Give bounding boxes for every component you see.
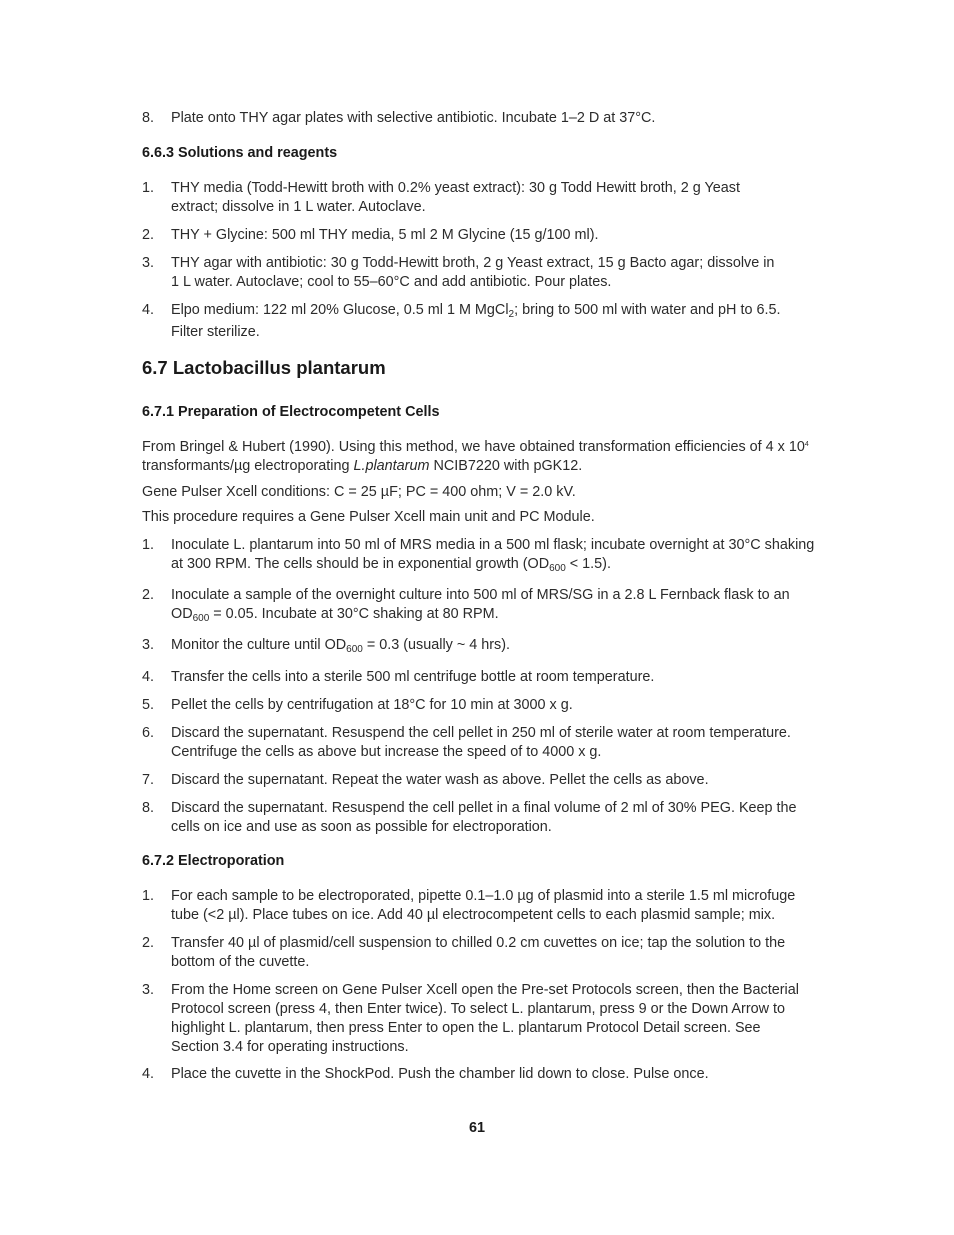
item-number: 2. (142, 227, 155, 243)
text-run: ; bring to 500 ml with water and pH to 6.5. (514, 302, 781, 318)
item-number: 3. (142, 637, 155, 653)
text-run: < 1.5). (565, 556, 611, 572)
text-line: THY agar with antibiotic: 30 g Todd-Hewitt broth, 2 g Yeast extract, 15 g Bacto agar; dissolve in (171, 255, 775, 271)
organism-name: L.plantarum (353, 458, 430, 474)
item-text (171, 536, 843, 574)
text-line: Inoculate L. plantarum into 50 ml of MRS media in a 500 ml flask; incubate overnight at 30°C shaking (171, 537, 815, 553)
item-number: 8. (142, 110, 155, 126)
item-number: 7. (142, 772, 155, 788)
item-text (171, 254, 843, 292)
text-line: highlight L. plantarum, then press Enter to open the L. plantarum Protocol Detail screen. See (171, 1020, 761, 1036)
item-number: 1. (142, 888, 155, 904)
item-number: 5. (142, 697, 155, 713)
section-heading-6-7-1: 6.7.1 Preparation of Electrocompetent Cells (142, 404, 440, 420)
subscript: 600 (346, 644, 363, 655)
item-text (171, 724, 843, 762)
requirement-paragraph: This procedure requires a Gene Pulser Xcell main unit and PC Module. (142, 509, 595, 525)
item-text (171, 981, 843, 1057)
text-line: 1 L water. Autoclave; cool to 55–60°C and add antibiotic. Pour plates. (171, 274, 612, 290)
item-text (171, 934, 843, 972)
text-line: THY media (Todd-Hewitt broth with 0.2% yeast extract): 30 g Todd Hewitt broth, 2 g Yeast (171, 180, 740, 196)
item-number: 1. (142, 537, 155, 553)
text-line (171, 636, 843, 655)
text-line: Section 3.4 for operating instructions. (171, 1039, 409, 1055)
item-number: 3. (142, 255, 155, 271)
text-run: Monitor the culture until OD (171, 637, 347, 653)
item-text (171, 696, 843, 715)
text-line: extract; dissolve in 1 L water. Autoclave. (171, 199, 426, 215)
item-text (171, 636, 843, 655)
subscript: 600 (192, 613, 210, 624)
text-line: Transfer 40 µl of plasmid/cell suspension to chilled 0.2 cm cuvettes on ice; tap the solution to the (171, 935, 786, 951)
item-text (171, 1065, 843, 1084)
section-heading-6-6-3: 6.6.3 Solutions and reagents (142, 145, 338, 161)
item-number: 4. (142, 302, 155, 318)
text-run: Elpo medium: 122 ml 20% Glucose, 0.5 ml 1 M MgCl (171, 302, 509, 318)
text-line: Discard the supernatant. Repeat the water wash as above. Pellet the cells as above. (171, 772, 709, 788)
superscript: 4 (804, 441, 809, 448)
text-line: Discard the supernatant. Resuspend the cell pellet in 250 ml of sterile water at room temperature. (171, 725, 791, 741)
item-text (171, 668, 843, 687)
item-text (171, 887, 843, 925)
item-text (171, 799, 843, 837)
text-line: Place the cuvette in the ShockPod. Push the chamber lid down to close. Pulse once. (171, 1066, 709, 1082)
item-number: 1. (142, 180, 155, 196)
text-line (142, 438, 842, 457)
subscript: 600 (549, 563, 566, 574)
text-run: at 300 RPM. The cells should be in exponential growth (OD (171, 556, 550, 572)
text-line: Centrifuge the cells as above but increase the speed of to 4000 x g. (171, 744, 602, 760)
section-heading-6-7-2: 6.7.2 Electroporation (142, 853, 285, 869)
text-line (171, 555, 843, 574)
text-run: = 0.05. Incubate at 30°C shaking at 80 RPM. (209, 606, 499, 622)
intro-paragraph (142, 438, 842, 476)
item-number: 6. (142, 725, 155, 741)
text-line: THY + Glycine: 500 ml THY media, 5 ml 2 M Glycine (15 g/100 ml). (171, 227, 599, 243)
text-run: transformants/µg electroporating (142, 458, 354, 474)
text-run: = 0.3 (usually ~ 4 hrs). (362, 637, 511, 653)
text-line: Filter sterilize. (171, 324, 260, 340)
text-line: For each sample to be electroporated, pipette 0.1–1.0 µg of plasmid into a sterile 1.5 ml microfuge (171, 888, 796, 904)
item-text (171, 179, 843, 217)
item-number: 4. (142, 669, 155, 685)
item-number: 8. (142, 800, 155, 816)
text-line: Inoculate a sample of the overnight culture into 500 ml of MRS/SG in a 2.8 L Fernback flask to an (171, 587, 790, 603)
text-line (171, 605, 843, 624)
item-text (171, 226, 843, 245)
text-run: NCIB7220 with pGK12. (429, 458, 583, 474)
text-line: Discard the supernatant. Resuspend the cell pellet in a final volume of 2 ml of 30% PEG. Keep the (171, 800, 797, 816)
item-number: 3. (142, 982, 155, 998)
text-line: Transfer the cells into a sterile 500 ml centrifuge bottle at room temperature. (171, 669, 655, 685)
text-line: tube (<2 µl). Place tubes on ice. Add 40 µl electrocompetent cells to each plasmid sample; mix. (171, 907, 776, 923)
item-number: 2. (142, 587, 155, 603)
text-line: From the Home screen on Gene Pulser Xcell open the Pre-set Protocols screen, then the Bacterial (171, 982, 799, 998)
text-line: cells on ice and use as soon as possible for electroporation. (171, 819, 552, 835)
text-line (142, 457, 842, 476)
text-line: Pellet the cells by centrifugation at 18°C for 10 min at 3000 x g. (171, 697, 573, 713)
item-text (171, 301, 843, 342)
section-heading-6-7: 6.7 Lactobacillus plantarum (142, 357, 386, 378)
item-text (171, 586, 843, 624)
item-text: Plate onto THY agar plates with selective antibiotic. Incubate 1–2 D at 37°C. (171, 110, 656, 126)
item-number: 4. (142, 1066, 155, 1082)
text-line: bottom of the cuvette. (171, 954, 310, 970)
text-line (171, 301, 843, 320)
page-number: 61 (468, 1120, 485, 1136)
text-line: Protocol screen (press 4, then Enter twice). To select L. plantarum, press 9 or the Down Arrow to (171, 1001, 786, 1017)
item-number: 2. (142, 935, 155, 951)
text-run: From Bringel & Hubert (1990). Using this method, we have obtained transformation efficiencies of 4 x 10 (142, 439, 805, 455)
item-text (171, 771, 843, 790)
conditions-paragraph: Gene Pulser Xcell conditions: C = 25 µF; PC = 400 ohm; V = 2.0 kV. (142, 484, 576, 500)
subscript: 2 (508, 309, 515, 320)
text-run: OD (171, 606, 193, 622)
